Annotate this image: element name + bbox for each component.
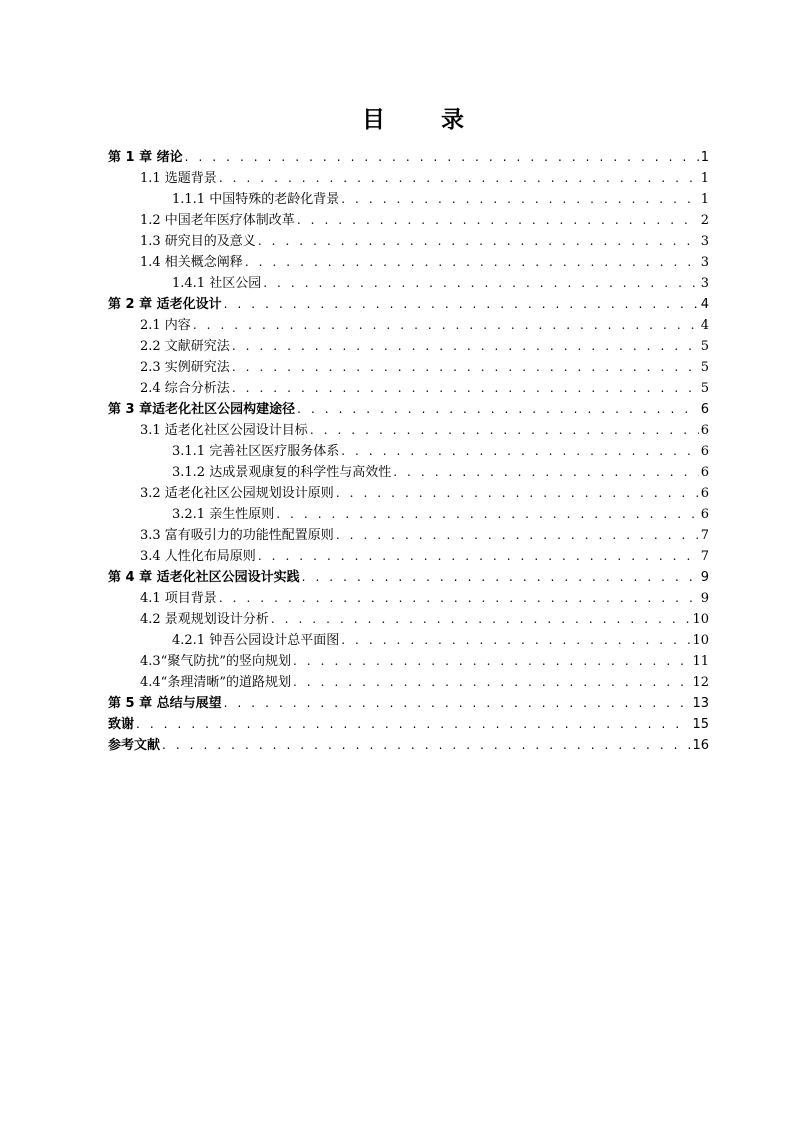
dot-leader [224,693,691,714]
toc-entry-page-number: 1 [700,192,709,207]
toc-entry[interactable] [108,420,709,441]
toc-entry-label: 第 1 章 绪论 [108,150,183,165]
dot-leader [193,315,699,336]
toc-entry-page-number: 11 [692,654,709,669]
dot-leader [185,147,699,168]
dot-leader [293,672,690,693]
toc-entry-page-number: 12 [692,675,709,690]
toc-entry-label: 4.1 项目背景 [140,591,217,606]
toc-entry-label: 1.4.1 社区公园 [172,276,262,291]
dot-leader [336,525,699,546]
toc-entry-page-number: 5 [700,381,709,396]
dot-leader [224,294,699,315]
toc-entry-page-number: 3 [700,255,709,270]
toc-entry-page-number: 7 [700,528,709,543]
toc-entry-page-number: 2 [700,213,709,228]
toc-entry-label: 致谢 [108,717,135,732]
dot-leader [341,630,690,651]
table-of-contents [108,147,709,756]
toc-entry[interactable] [108,357,709,378]
dot-leader [232,378,699,399]
dot-leader [219,588,699,609]
dot-leader [232,336,699,357]
toc-entry-label: 第 2 章 适老化设计 [108,297,222,312]
toc-entry-page-number: 4 [700,318,709,333]
toc-entry[interactable] [108,315,709,336]
toc-entry[interactable] [108,294,709,315]
toc-entry-label: 3.1.1 完善社区医疗服务体系 [172,444,340,459]
dot-leader [276,504,699,525]
toc-entry-label: 4.2 景观规划设计分析 [140,612,269,627]
toc-entry-label: 参考文献 [108,738,161,753]
toc-entry-label: 4.4“条理清晰”的道路规划 [140,675,291,690]
toc-entry-label: 1.3 研究目的及意义 [140,234,256,249]
toc-entry-page-number: 3 [700,276,709,291]
toc-entry[interactable] [108,147,709,168]
toc-entry[interactable] [108,210,709,231]
dot-leader [297,399,699,420]
toc-entry-label: 3.1 适老化社区公园设计目标 [140,423,308,438]
toc-entry-page-number: 6 [700,486,709,501]
dot-leader [310,420,699,441]
toc-entry-page-number: 3 [700,234,709,249]
toc-entry-label: 第 5 章 总结与展望 [108,696,222,711]
toc-entry[interactable] [108,273,709,294]
toc-entry-page-number: 7 [700,549,709,564]
toc-entry-label: 4.2.1 钟吾公园设计总平面图 [172,633,340,648]
toc-entry[interactable] [108,189,709,210]
dot-leader [341,189,699,210]
toc-entry[interactable] [108,588,709,609]
toc-entry[interactable] [108,462,709,483]
toc-entry[interactable] [108,525,709,546]
toc-entry-page-number: 6 [700,465,709,480]
dot-leader [232,357,699,378]
toc-entry[interactable] [108,378,709,399]
toc-entry-label: 3.2.1 亲生性原则 [172,507,275,522]
toc-entry-label: 2.3 实例研究法 [140,360,230,375]
toc-entry-label: 第 3 章适老化社区公园构建途径 [108,402,296,417]
toc-entry-label: 1.2 中国老年医疗体制改革 [140,213,295,228]
dot-leader [136,714,690,735]
toc-entry-label: 3.4 人性化布局原则 [140,549,256,564]
toc-entry-page-number: 1 [700,171,709,186]
toc-entry-label: 1.4 相关概念阐释 [140,255,243,270]
dot-leader [271,609,691,630]
toc-entry-page-number: 15 [692,717,709,732]
toc-entry[interactable] [108,336,709,357]
toc-entry-label: 1.1.1 中国特殊的老龄化背景 [172,192,340,207]
toc-entry-page-number: 5 [700,360,709,375]
toc-entry[interactable] [108,504,709,525]
dot-leader [297,210,699,231]
dot-leader [245,252,699,273]
dot-leader [336,483,699,504]
toc-entry-page-number: 13 [692,696,709,711]
toc-entry[interactable] [108,399,709,420]
toc-entry[interactable] [108,231,709,252]
dot-leader [302,567,699,588]
toc-entry-label: 2.4 综合分析法 [140,381,230,396]
toc-entry-label: 3.2 适老化社区公园规划设计原则 [140,486,334,501]
toc-entry-label: 2.1 内容 [140,318,191,333]
toc-entry-page-number: 16 [692,738,709,753]
toc-entry[interactable] [108,651,709,672]
dot-leader [219,168,699,189]
toc-entry-label: 3.1.2 达成景观康复的科学性与高效性 [172,465,392,480]
toc-entry[interactable] [108,546,709,567]
toc-entry-page-number: 6 [700,507,709,522]
toc-entry-page-number: 5 [700,339,709,354]
toc-entry[interactable] [108,672,709,693]
toc-entry-label: 第 4 章 适老化社区公园设计实践 [108,570,300,585]
toc-entry-page-number: 6 [700,402,709,417]
dot-leader [162,735,690,756]
dot-leader [258,231,699,252]
toc-entry-page-number: 10 [692,633,709,648]
toc-entry-label: 3.3 富有吸引力的功能性配置原则 [140,528,334,543]
toc-entry[interactable] [108,168,709,189]
toc-entry-page-number: 1 [700,150,709,165]
dot-leader [293,651,690,672]
toc-entry-page-number: 6 [700,444,709,459]
toc-entry[interactable] [108,714,709,735]
toc-entry[interactable] [108,252,709,273]
toc-entry-label: 4.3“聚气防扰”的竖向规划 [140,654,291,669]
toc-entry[interactable] [108,483,709,504]
toc-entry[interactable] [108,609,709,630]
dot-leader [393,462,699,483]
dot-leader [341,441,699,462]
dot-leader [263,273,699,294]
toc-entry[interactable] [108,630,709,651]
toc-entry-page-number: 10 [692,612,709,627]
dot-leader [258,546,699,567]
toc-entry-page-number: 9 [700,570,709,585]
toc-entry-page-number: 4 [700,297,709,312]
toc-entry-page-number: 9 [700,591,709,606]
toc-title: 目 录 [361,107,488,133]
toc-entry[interactable] [108,567,709,588]
toc-entry-page-number: 6 [700,423,709,438]
toc-entry[interactable] [108,441,709,462]
toc-entry[interactable] [108,693,709,714]
toc-entry-label: 2.2 文献研究法 [140,339,230,354]
toc-entry-label: 1.1 选题背景 [140,171,217,186]
toc-entry[interactable] [108,735,709,756]
